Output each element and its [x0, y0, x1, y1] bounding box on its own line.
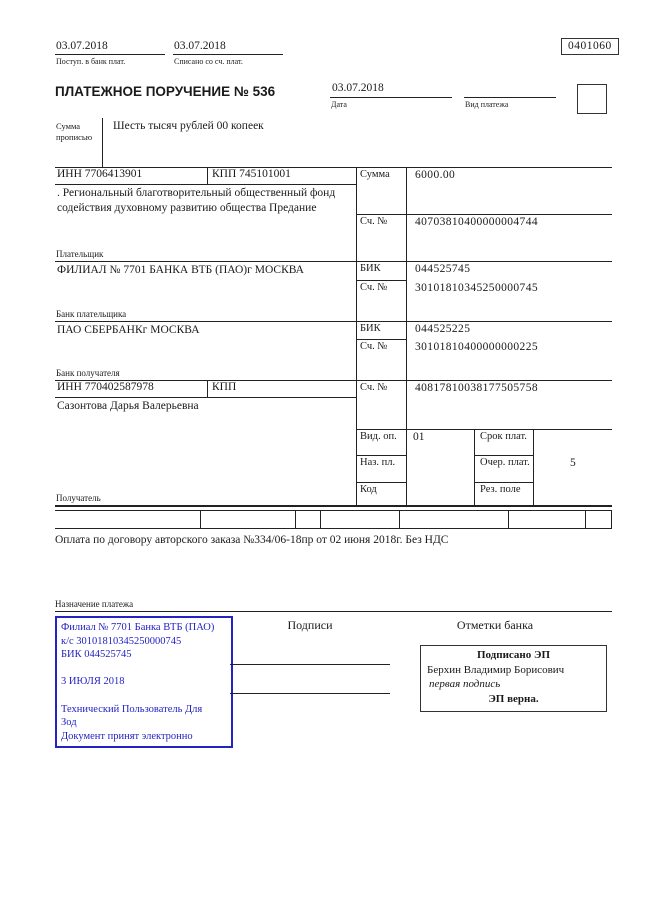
payer-inn: ИНН 7706413901 [55, 168, 208, 184]
received-date-label: Поступ. в банк плат. [56, 57, 126, 66]
requisites-table [55, 168, 612, 507]
amount-in-words-row [55, 118, 612, 168]
order-value: 5 [570, 457, 576, 469]
bank-marks-column [405, 618, 585, 633]
payee-bank-account-row [357, 340, 612, 381]
payee-bank-name: ПАО СБЕРБАНКг МОСКВА [57, 324, 200, 336]
op-type-row [357, 430, 612, 456]
payment-type-value [464, 82, 556, 98]
order-label: Очер. плат. [475, 456, 534, 483]
ep-signer-name: Берхин Владимир Борисович [427, 663, 565, 676]
purpose-label: Назначение платежа [55, 599, 612, 612]
date-value: 03.07.2018 [330, 82, 452, 98]
tax-field-cell [55, 511, 200, 528]
payee-bank-label: Банк получателя [56, 368, 120, 378]
signatures-column [230, 618, 390, 633]
purpose-code-value [407, 456, 475, 483]
payee-account-label: Сч. № [357, 381, 407, 429]
stamp-line: Документ принят электронно [61, 730, 193, 742]
payer-bank-account-value: 30101810345250000745 [415, 282, 538, 294]
stamp-line: 3 ИЮЛЯ 2018 [61, 676, 125, 688]
payee-inn-row [55, 381, 356, 398]
purpose-text: Оплата по договору авторского заказа №334/06-18пр от 02 июня 2018г. Без НДС [55, 534, 449, 546]
stamp-line: Зод [61, 717, 77, 729]
stamp-line [61, 689, 227, 703]
op-type-value: 01 [407, 430, 475, 456]
term-value [534, 430, 612, 456]
payer-bank-section [55, 262, 356, 322]
payer-bank-account-row [357, 281, 612, 322]
payer-label: Плательщик [56, 249, 104, 259]
payer-name: . Региональный благотворительный общественный фонд содействия духовному развитию общества Предание [57, 187, 336, 214]
payee-bank-account-value: 30101810400000000225 [415, 341, 538, 353]
footer-section [55, 614, 612, 784]
payee-label: Получатель [56, 493, 101, 503]
title-row [55, 82, 612, 114]
tax-fields-row [55, 510, 612, 529]
op-type-label: Вид. оп. [357, 430, 407, 456]
stamp-line: БИК 044525745 [61, 649, 132, 661]
payment-type-field [464, 82, 556, 109]
payment-type-checkbox [577, 84, 607, 114]
payer-bank-label: Банк плательщика [56, 309, 127, 319]
payee-kpp-label: КПП [212, 381, 237, 393]
stamp-line: Технический Пользователь Для [61, 703, 203, 715]
debited-date-value: 03.07.2018 [173, 40, 283, 55]
sum-label: Сумма [357, 168, 407, 214]
term-label: Срок плат. [475, 430, 534, 456]
stamp-line [61, 662, 227, 676]
purpose-code-label: Наз. пл. [357, 456, 407, 483]
payer-bank-account-label: Сч. № [357, 281, 407, 321]
payer-account-row [357, 215, 612, 262]
sum-row [357, 168, 612, 215]
payee-section [55, 381, 356, 505]
payment-type-label: Вид платежа [465, 100, 509, 109]
tax-field-cell [200, 511, 295, 528]
payer-bank-name: ФИЛИАЛ № 7701 БАНКА ВТБ (ПАО)г МОСКВА [57, 264, 304, 276]
purpose-code-row [357, 456, 612, 483]
payee-inn: ИНН 770402587978 [55, 381, 208, 397]
tax-field-cell [295, 511, 320, 528]
requisites-right-column [357, 168, 612, 505]
electronic-signature-box [420, 645, 607, 712]
reserve-value [534, 483, 612, 505]
debited-date-label: Списано со сч. плат. [174, 57, 243, 66]
payer-bank-bik-label: БИК [357, 262, 407, 281]
code-row [357, 483, 612, 505]
code-value [407, 483, 475, 505]
amount-in-words-value: Шесть тысяч рублей 00 копеек [113, 120, 264, 132]
payer-inn-row [55, 168, 356, 185]
signature-line-2 [230, 693, 390, 694]
payer-bank-bik-value: 044525745 [415, 263, 471, 275]
signatures-heading: Подписи [287, 618, 333, 632]
received-date-value: 03.07.2018 [55, 40, 165, 55]
date-field [330, 82, 452, 109]
signature-line-1 [230, 664, 390, 665]
stamp-line: к/с 30101810345250000745 [61, 635, 182, 647]
ep-title: Подписано ЭП [476, 649, 551, 661]
document-title: ПЛАТЕЖНОЕ ПОРУЧЕНИЕ № 536 [55, 84, 276, 99]
payee-account-value: 40817810038177505758 [415, 382, 538, 394]
date-label: Дата [331, 100, 347, 109]
bank-marks-heading: Отметки банка [456, 618, 534, 632]
tax-field-cell [508, 511, 585, 528]
payee-name: Сазонтова Дарья Валерьевна [57, 400, 199, 412]
debited-date-block [173, 40, 283, 66]
payer-section [55, 185, 356, 262]
code-label: Код [357, 483, 407, 505]
top-date-strip [55, 40, 612, 66]
reserve-label: Рез. поле [475, 483, 534, 505]
sum-value: 6000.00 [415, 169, 456, 181]
ep-signature-type: первая подпись [429, 678, 501, 690]
payer-account-value: 40703810400000004744 [415, 216, 538, 228]
payee-bank-bik-value: 044525225 [415, 323, 471, 335]
received-date-block [55, 40, 165, 66]
tax-field-cell [320, 511, 399, 528]
form-code: 0401060 [568, 40, 612, 52]
stamp-line: Филиал № 7701 Банка ВТБ (ПАО) [61, 622, 215, 633]
payer-kpp: КПП 745101001 [212, 168, 291, 180]
bank-stamp-box [55, 616, 233, 748]
payee-bank-bik-label: БИК [357, 322, 407, 340]
payer-bank-bik-row [357, 262, 612, 281]
form-code-box [561, 38, 619, 55]
tax-field-cell [399, 511, 508, 528]
amount-in-words-label: Сумма прописью [55, 118, 103, 167]
ep-verified-text: ЭП верна. [488, 692, 539, 705]
payee-bank-section [55, 322, 356, 381]
requisites-left-column [55, 168, 357, 505]
payer-account-label: Сч. № [357, 215, 407, 261]
payee-bank-account-label: Сч. № [357, 340, 407, 380]
payee-account-row [357, 381, 612, 430]
tax-field-cell [585, 511, 611, 528]
payee-bank-bik-row [357, 322, 612, 340]
